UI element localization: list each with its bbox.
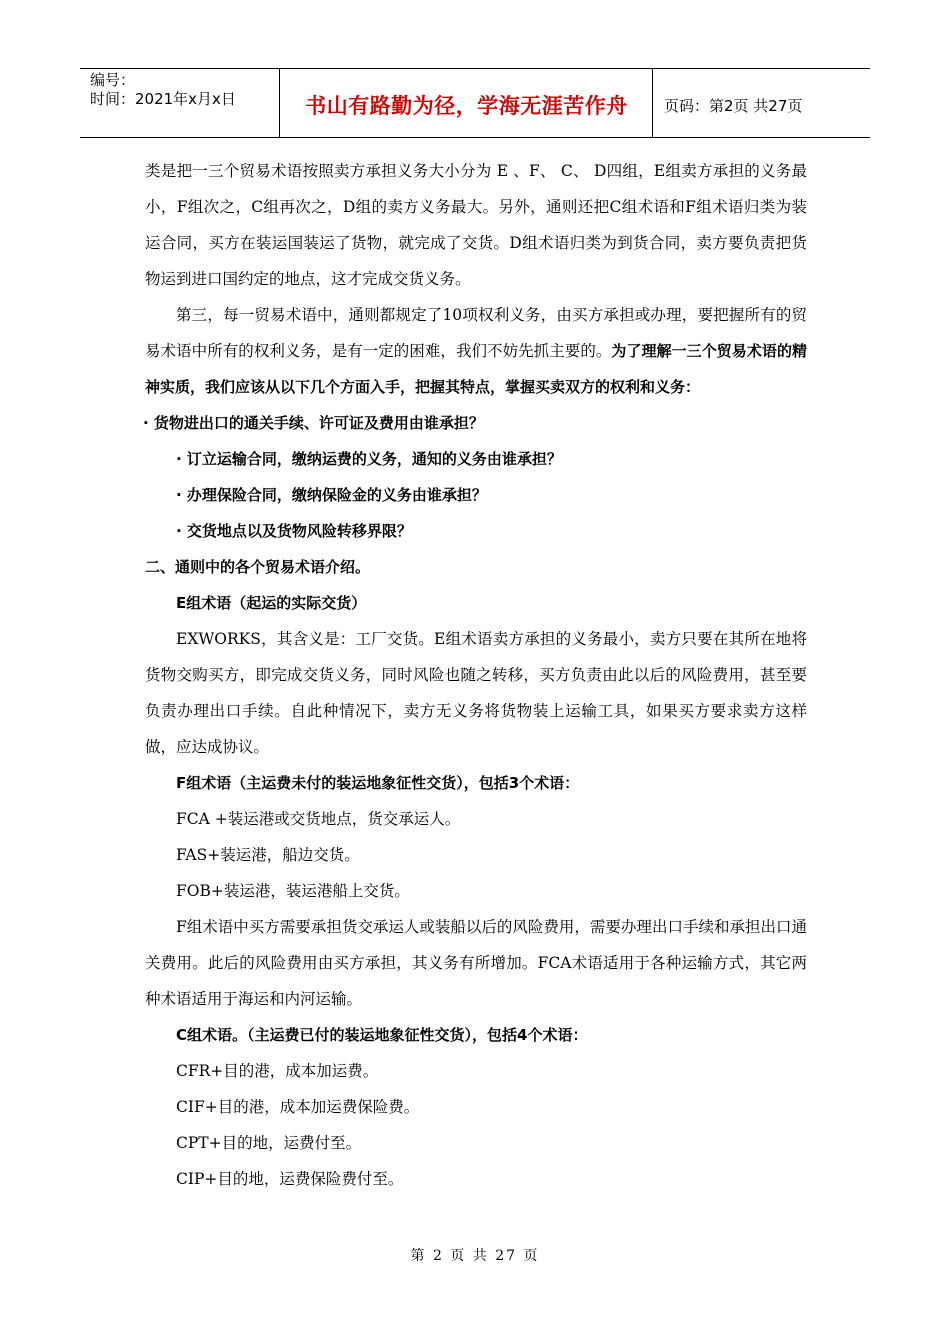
c-item-cpt: CPT+目的地，运费付至。 [176, 1134, 362, 1152]
document-body [145, 153, 807, 1197]
paragraph-2-normal: 第三，每一贸易术语中，通则都规定了10项权利义务，由买方承担或办理，要把握所有的贸易术语中所有的权利义务，是有一定的困难，我们不妨先抓主要的。 [145, 306, 807, 360]
bullet-3: · 办理保险合同，缴纳保险金的义务由谁承担？ [176, 486, 487, 504]
page-info: 页码：第2页 共27页 [664, 96, 803, 115]
time-label: 时间：2021年x月x日 [90, 90, 236, 108]
bullet-1: · 货物进出口的通关手续、许可证及费用由谁承担？ [143, 414, 484, 432]
c-item-cif: CIF+目的港，成本加运费保险费。 [176, 1098, 420, 1116]
paragraph-2 [145, 297, 807, 405]
f-item-fas: FAS+装运港，船边交货。 [176, 846, 360, 864]
f-group-title: F组术语（主运费未付的装运地象征性交货），包括3个术语： [176, 774, 580, 792]
bullet-4: · 交货地点以及货物风险转移界限？ [176, 522, 412, 540]
section-2-heading: 二、通则中的各个贸易术语介绍。 [145, 558, 371, 576]
e-group-title: E组术语（起运的实际交货） [176, 594, 367, 612]
motto: 书山有路勤为径，学海无涯苦作舟 [281, 69, 653, 137]
f-item-fca: FCA +装运港或交货地点，货交承运人。 [176, 810, 461, 828]
c-item-cip: CIP+目的地，运费保险费付至。 [176, 1170, 404, 1188]
f-group-text: F组术语中买方需要承担货交承运人或装船以后的风险费用，需要办理出口手续和承担出口通关费用。此后的风险费用由买方承担，其义务有所增加。FCA术语适用于各种运输方式，其它两种术语适用于海运和内河运输。 [145, 918, 807, 1008]
paragraph-1: 类是把一三个贸易术语按照卖方承担义务大小分为 E 、F、 C、 D四组，E组卖方承担的义务最小，F组次之，C组再次之，D组的卖方义务最大。另外，通则还把C组术语和F组术语归类为装运合同，买方在装运国装运了货物，就完成了交货。D组术语归类为到货合同，卖方要负责把货物运到进口国约定的地点，这才完成交货义务。 [145, 162, 807, 288]
e-group-text: EXWORKS，其含义是：工厂交货。E组术语卖方承担的义务最小，卖方只要在其所在地将货物交购买方，即完成交货义务，同时风险也随之转移，买方负责由此以后的风险费用，甚至要负责办理出口手续。自此种情况下，卖方无义务将货物装上运输工具，如果买方要求卖方这样做，应达成协议。 [145, 630, 807, 756]
c-item-cfr: CFR+目的港，成本加运费。 [176, 1062, 379, 1080]
bullet-2: · 订立运输合同，缴纳运费的义务，通知的义务由谁承担？ [176, 450, 562, 468]
c-group-title: C组术语。（主运费已付的装运地象征性交货），包括4个术语： [176, 1026, 588, 1044]
f-item-fob: FOB+装运港，装运港船上交货。 [176, 882, 410, 900]
header-left-cell [80, 69, 280, 137]
page-footer: 第 2 页 共 27 页 [410, 1248, 540, 1264]
paragraph-2-bold: 为了理解一三个贸易术语的精神实质，我们应该从以下几个方面入手，把握其特点，掌握买卖双方的权利和义务： [145, 342, 807, 396]
header-table [80, 68, 870, 138]
serial-label: 编号： [90, 71, 136, 89]
